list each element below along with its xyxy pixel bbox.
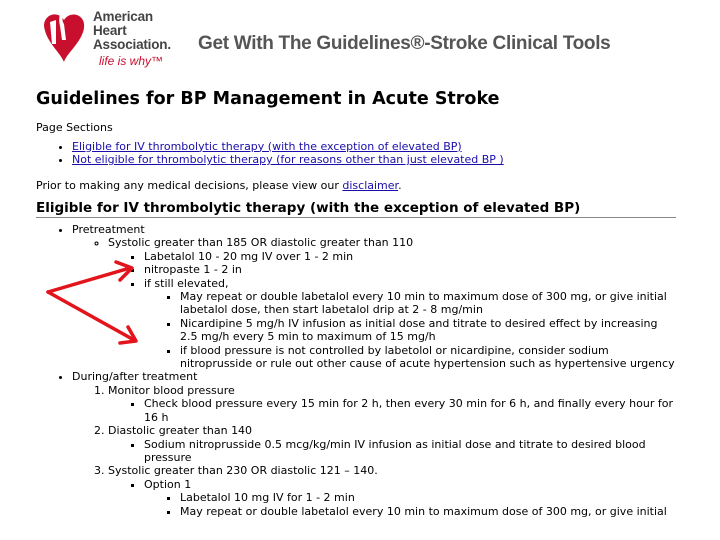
page-sections-label: Page Sections xyxy=(36,121,113,134)
step-items xyxy=(108,397,676,424)
org-name-line1: American xyxy=(93,9,153,24)
step-title: Diastolic greater than 140 xyxy=(108,424,253,438)
during-label: During/after treatment xyxy=(72,370,198,384)
list-item xyxy=(108,424,676,464)
pretreatment-list xyxy=(72,236,676,370)
list-item: ▪ May repeat or double labetalol every 10 min to maximum dose of 300 mg, or give initial labetalol dose, then start labetalol drip at 2 - 8 mg/min xyxy=(180,290,676,317)
option-items xyxy=(144,491,676,518)
pretreatment-items xyxy=(108,250,676,371)
list-item: ▪ if blood pressure is not controlled by labetolol or nicardipine, consider sodium nitroprusside or rule out other cause of acute hypertension such as hypertensive urgency xyxy=(180,344,676,371)
section-link-not-eligible[interactable]: Not eligible for thrombolytic therapy (for reasons other than just elevated BP ) xyxy=(72,153,504,166)
org-name-line2: Heart xyxy=(93,23,127,38)
step-items xyxy=(108,438,676,465)
still-elevated-label: if still elevated, xyxy=(144,276,229,290)
aha-logo[interactable] xyxy=(40,4,190,70)
list-item xyxy=(72,223,676,370)
list-item: ▪ Check blood pressure every 15 min for 2 h, then every 30 min for 6 h, and finally every hour for 16 h xyxy=(144,397,676,424)
option-label: Option 1 xyxy=(144,477,192,491)
list-item xyxy=(72,153,676,167)
list-item xyxy=(144,478,676,518)
list-item xyxy=(108,236,676,370)
tool-title: Get With The Guidelines®-Stroke Clinical Tools xyxy=(198,33,611,54)
list-item: ▪ Labetalol 10 - 20 mg IV over 1 - 2 min xyxy=(144,250,676,263)
disclaimer-prefix: Prior to making any medical decisions, please view our xyxy=(36,178,343,192)
list-item xyxy=(144,277,676,371)
site-header xyxy=(0,0,720,80)
page-title: Guidelines for BP Management in Acute Stroke xyxy=(36,89,500,109)
list-item xyxy=(72,140,676,154)
list-item: ▪ Sodium nitroprusside 0.5 mcg/kg/min IV infusion as initial dose and titrate to desired blood pressure xyxy=(144,438,676,465)
disclaimer-link[interactable]: disclaimer xyxy=(342,178,399,192)
guideline-tree xyxy=(36,223,676,518)
section-heading-eligible: Eligible for IV thrombolytic therapy (with the exception of elevated BP) xyxy=(36,199,676,218)
step-title: Systolic greater than 230 OR diastolic 121 – 140. xyxy=(108,464,378,478)
tagline: life is why™ xyxy=(99,54,164,68)
list-item xyxy=(108,464,676,518)
step-title: Monitor blood pressure xyxy=(108,383,235,397)
page-sections-list xyxy=(36,140,676,167)
list-item xyxy=(108,384,676,424)
org-name-line3: Association. xyxy=(93,37,171,52)
disclaimer-suffix: . xyxy=(398,178,402,192)
main-content xyxy=(36,86,676,522)
section-link-eligible[interactable]: Eligible for IV thrombolytic therapy (with the exception of elevated BP) xyxy=(72,139,462,153)
heart-torch-icon xyxy=(40,4,92,68)
list-item: ▪ Labetalol 10 mg IV for 1 - 2 min xyxy=(180,491,676,504)
during-steps xyxy=(72,384,676,518)
step-items xyxy=(108,478,676,518)
still-elevated-list xyxy=(144,290,676,370)
disclaimer-notice xyxy=(36,179,676,193)
pretreatment-label: Pretreatment xyxy=(72,223,145,236)
pretreatment-condition: Systolic greater than 185 OR diastolic greater than 110 xyxy=(108,236,414,250)
list-item: ▪ May repeat or double labetalol every 10 min to maximum dose of 300 mg, or give initial xyxy=(180,505,676,518)
list-item: ▪ nitropaste 1 - 2 in xyxy=(144,263,676,276)
list-item xyxy=(72,370,676,517)
list-item: ▪ Nicardipine 5 mg/h IV infusion as initial dose and titrate to desired effect by increasing 2.5 mg/h every 5 min to maximum of 15 mg/h xyxy=(180,317,676,344)
